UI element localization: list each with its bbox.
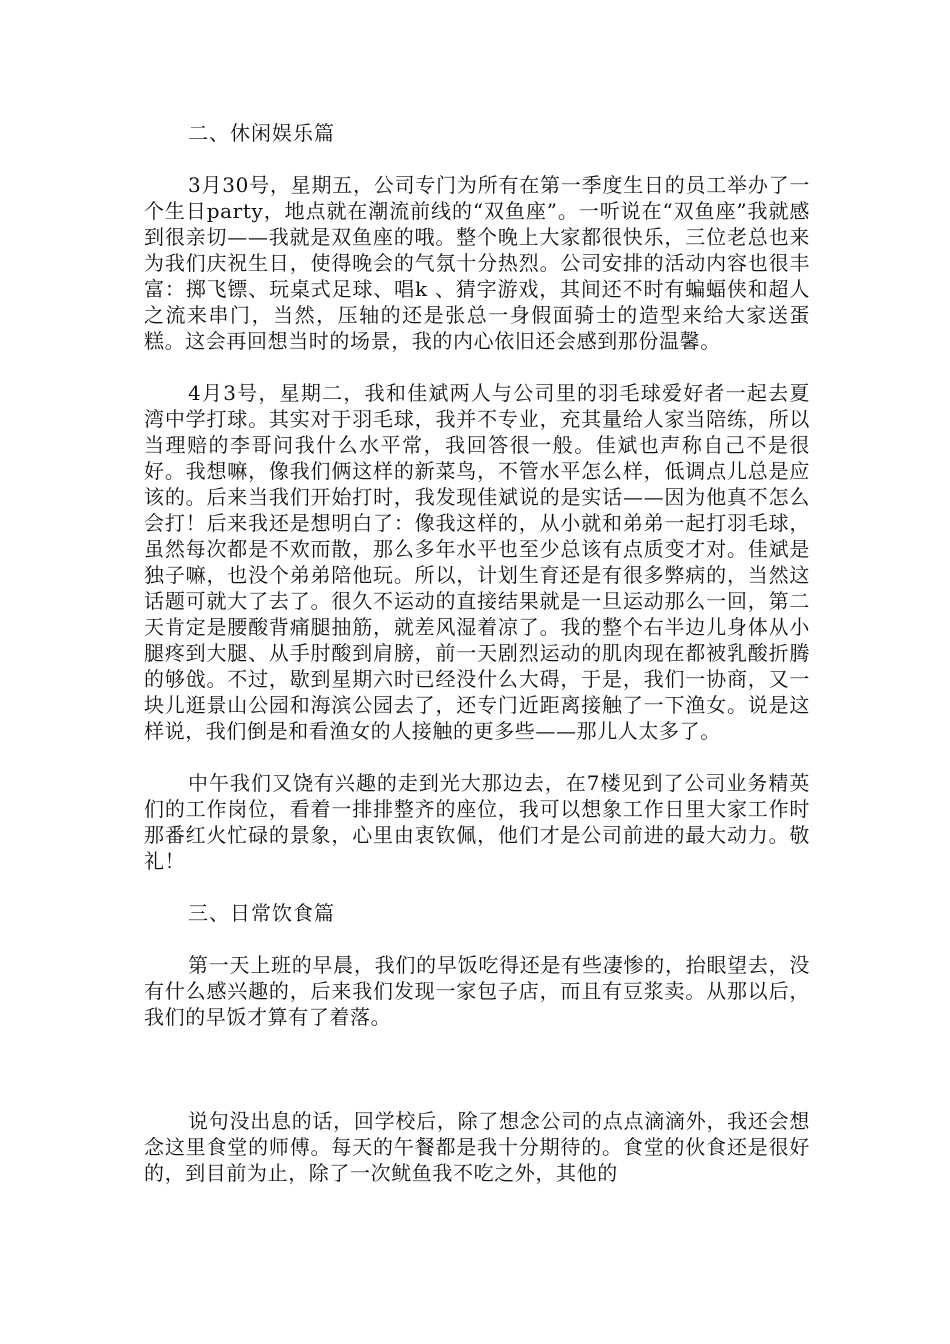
paragraph-breakfast: 第一天上班的早晨，我们的早饭吃得还是有些凄惨的，抬眼望去，没有什么感兴趣的，后来我们发现一家包子店，而且有豆浆卖。从那以后，我们的早饭才算有了着落。 [144, 953, 810, 1029]
spacer [144, 744, 810, 770]
section-heading-leisure: 二、休闲娱乐篇 [188, 121, 335, 145]
spacer [144, 874, 810, 900]
spacer [144, 146, 810, 172]
spacer [144, 1030, 810, 1108]
paragraph-office-visit: 中午我们又饶有兴趣的走到光大那边去，在7楼见到了公司业务精英们的工作岗位，看着一排排整齐的座位，我可以想象工作日里大家工作时那番红火忙碌的景象，心里由衷钦佩，他们才是公司前进的最大动力。敬礼！ [144, 771, 810, 873]
paragraph-birthday-party: 3月30号，星期五，公司专门为所有在第一季度生日的员工举办了一个生日party，地点就在潮流前线的“双鱼座”。一听说在“双鱼座”我就感到很亲切——我就是双鱼座的哦。整个晚上大家都很快乐，三位老总也来为我们庆祝生日，使得晚会的气氛十分热烈。公司安排的活动内容也很丰富：掷飞镖、玩桌式足球、唱k 、猜字游戏，其间还不时有蝙蝠侠和超人之流来串门，当然，压轴的还是张总一身假面骑士的造型来给大家送蛋糕。这会再回想当时的场景，我的内心依旧还会感到那份温馨。 [144, 173, 810, 353]
spacer [144, 926, 810, 952]
spacer [144, 354, 810, 380]
section-heading-food: 三、日常饮食篇 [188, 901, 335, 925]
paragraph-canteen: 说句没出息的话，回学校后，除了想念公司的点点滴滴外，我还会想念这里食堂的师傅。每天的午餐都是我十分期待的。食堂的伙食还是很好的，到目前为止，除了一次鱿鱼我不吃之外，其他的 [144, 1109, 810, 1185]
document-body [144, 120, 810, 1186]
paragraph-badminton: 4月3号，星期二，我和佳斌两人与公司里的羽毛球爱好者一起去夏湾中学打球。其实对于羽毛球，我并不专业，充其量给人家当陪练，所以当理赔的李哥问我什么水平常，我回答很一般。佳斌也声称自己不是很好。我想嘛，像我们俩这样的新菜鸟，不管水平怎么样，低调点儿总是应该的。后来当我们开始打时，我发现佳斌说的是实话——因为他真不怎么会打！后来我还是想明白了：像我这样的，从小就和弟弟一起打羽毛球，虽然每次都是不欢而散，那么多年水平也至少总该有点质变才对。佳斌是独子嘛，也没个弟弟陪他玩。所以，计划生育还是有很多弊病的，当然这话题可就大了去了。很久不运动的直接结果就是一旦运动那么一回，第二天肯定是腰酸背痛腿抽筋，就差风湿着凉了。我的整个右半边儿身体从小腿疼到大腿、从手肘酸到肩膀，前一天剧烈运动的肌肉现在都被乳酸折腾的够戗。不过，歇到星期六时已经没什么大碍，于是，我们一协商，又一块儿逛景山公园和海滨公园去了，还专门近距离接触了一下渔女。说是这样说，我们倒是和看渔女的人接触的更多些——那儿人太多了。 [144, 381, 810, 743]
